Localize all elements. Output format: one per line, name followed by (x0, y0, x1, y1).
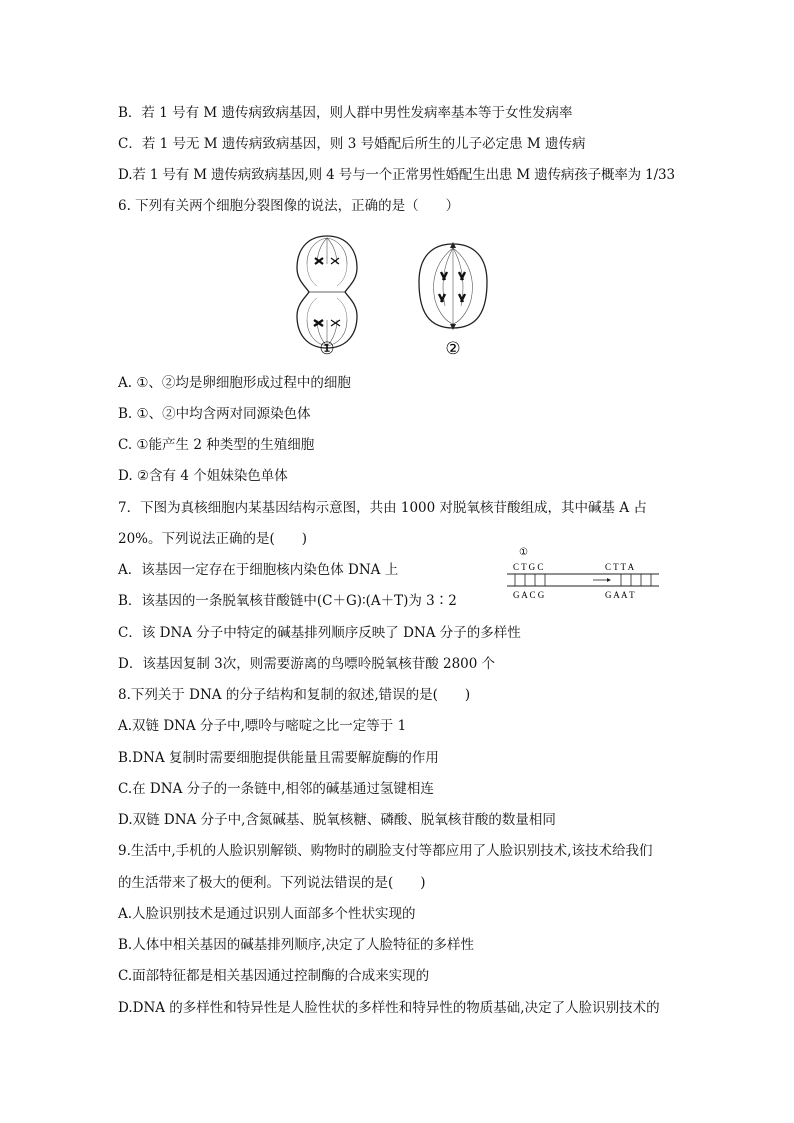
dna-bottom-left-bases: G A C G (513, 590, 545, 600)
option-5d: D.若 1 号有 M 遗传病致病基因,则 4 号与一个正常男性婚配生出患 M 遗传病孩子概率为 1/33 (118, 167, 675, 183)
cell-1-label: ① (319, 339, 335, 358)
question-9-stem-line2: 的生活带来了极大的便利。下列说法错误的是( ) (118, 875, 426, 891)
option-7a: A．该基因一定存在于细胞核内染色体 DNA 上 (118, 562, 399, 578)
option-5c: C．若 1 号无 M 遗传病致病基因，则 3 号婚配后所生的儿子必定患 M 遗传病 (118, 136, 586, 152)
option-7c: C．该 DNA 分子中特定的碱基排列顺序反映了 DNA 分子的多样性 (118, 625, 521, 641)
option-8b: B.DNA 复制时需要细胞提供能量且需要解旋酶的作用 (118, 750, 439, 766)
option-8a: A.双链 DNA 分子中,嘌呤与嘧啶之比一定等于 1 (118, 718, 407, 734)
question-6-stem: 6. 下列有关两个细胞分裂图像的说法，正确的是（ ） (118, 198, 460, 214)
dna-structure-figure (505, 545, 665, 605)
option-5b: B．若 1 号有 M 遗传病致病基因，则人群中男性发病率基本等于女性发病率 (118, 105, 573, 121)
question-7-stem-line1: 7．下图为真核细胞内某基因结构示意图，共由 1000 对脱氧核苷酸组成，其中碱基 A 占 (118, 500, 647, 516)
question-9-stem-line1: 9.生活中,手机的人脸识别解锁、购物时的刷脸支付等都应用了人脸识别技术,该技术给我们 (118, 843, 653, 859)
dna-top-right-bases: C T T A (605, 562, 635, 572)
option-6a: A. ①、②均是卵细胞形成过程中的细胞 (118, 375, 351, 391)
cell-division-figure (285, 228, 515, 360)
option-7b: B．该基因的一条脱氧核苷酸链中(C＋G)∶(A＋T)为 3∶2 (118, 593, 457, 609)
option-6b: B. ①、②中均含两对同源染色体 (118, 406, 311, 422)
question-7-stem-line2: 20%。下列说法正确的是( ) (118, 531, 308, 547)
cell-2 (419, 242, 487, 330)
option-9c: C.面部特征都是相关基因通过控制酶的合成来实现的 (118, 968, 430, 984)
question-8-stem: 8.下列关于 DNA 的分子结构和复制的叙述,错误的是( ) (118, 687, 471, 703)
dna-marker: ① (519, 547, 528, 558)
dna-bottom-right-bases: G A A T (605, 590, 635, 600)
cell-1 (297, 236, 357, 348)
option-6c: C. ①能产生 2 种类型的生殖细胞 (118, 437, 315, 453)
option-8d: D.双链 DNA 分子中,含氮碱基、脱氧核糖、磷酸、脱氧核苷酸的数量相同 (118, 812, 556, 828)
option-6d: D. ②含有 4 个姐妹染色单体 (118, 468, 288, 484)
option-9d: D.DNA 的多样性和特异性是人脸性状的多样性和特异性的物质基础,决定了人脸识别技术的 (118, 1000, 660, 1016)
base-pair-bonds (515, 574, 651, 586)
option-8c: C.在 DNA 分子的一条链中,相邻的碱基通过氢键相连 (118, 781, 434, 797)
option-7d: D．该基因复制 3次，则需要游离的鸟嘌呤脱氧核苷酸 2800 个 (118, 656, 496, 672)
option-9b: B.人体中相关基因的碱基排列顺序,决定了人脸特征的多样性 (118, 937, 475, 953)
dna-top-left-bases: C T G C (513, 562, 544, 572)
option-9a: A.人脸识别技术是通过识别人面部多个性状实现的 (118, 906, 416, 922)
cell-2-label: ② (445, 339, 461, 358)
